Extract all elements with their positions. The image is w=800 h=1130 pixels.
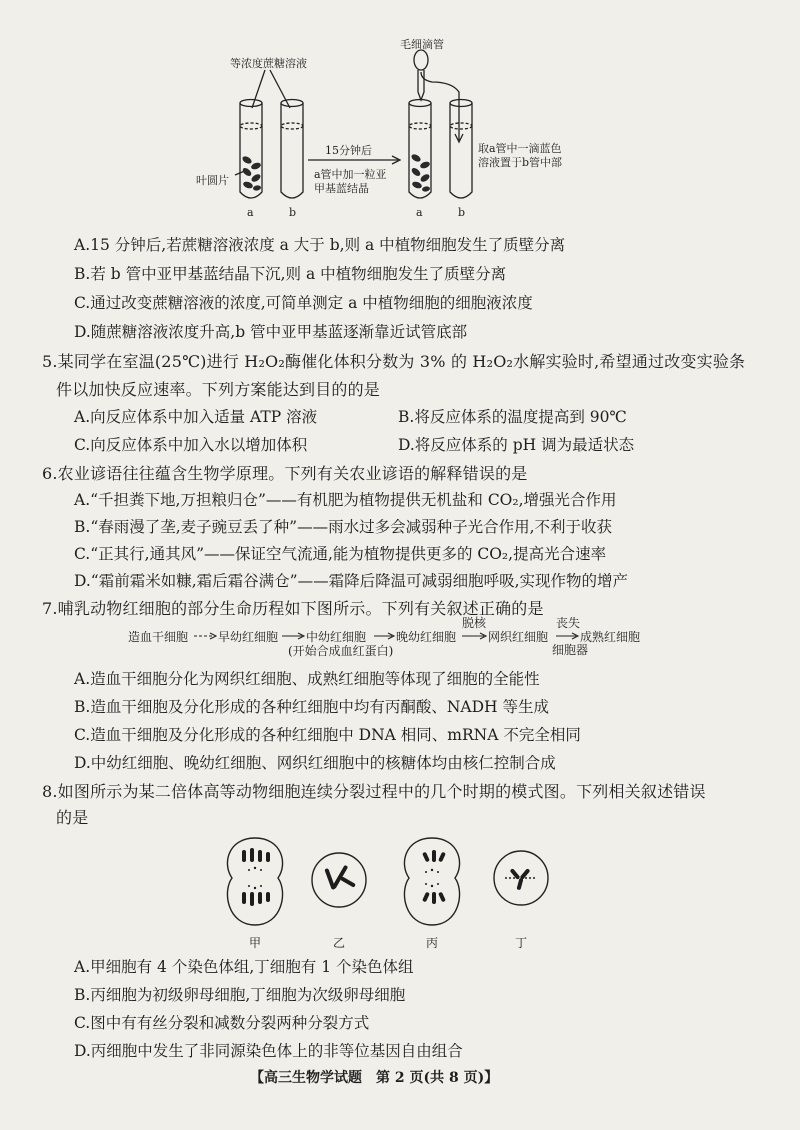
q5-option-d: D.将反应体系的 pH 调为最适状态 xyxy=(398,436,635,454)
q6-option-a: A.“千担粪下地,万担粮归仓”——有机肥为植物提供无机盐和 CO₂,增强光合作用 xyxy=(74,491,617,509)
q7-stem: 7.哺乳动物红细胞的部分生命历程如下图所示。下列有关叙述正确的是 xyxy=(42,599,544,618)
tube-label-b2: b xyxy=(458,206,466,219)
arrow-label-top: 15分钟后 xyxy=(325,144,372,157)
cell-label-ding: 丁 xyxy=(515,936,528,950)
q5-stem-line2: 件以加快反应速率。下列方案能达到目的的是 xyxy=(56,380,381,399)
q8-option-d: D.丙细胞中发生了非同源染色体上的非等位基因自由组合 xyxy=(74,1042,463,1060)
q4-option-c: C.通过改变蔗糖溶液的浓度,可简单测定 a 中植物细胞的细胞液浓度 xyxy=(74,294,533,312)
flow-over-loss: 丧失 xyxy=(556,616,581,630)
label-capillary-dropper: 毛细滴管 xyxy=(400,38,444,51)
q8-stem-line2: 的是 xyxy=(56,808,89,827)
q8-option-b: B.丙细胞为初级卵母细胞,丁细胞为次级卵母细胞 xyxy=(74,986,406,1004)
q4-option-d: D.随蔗糖溶液浓度升高,b 管中亚甲基蓝逐渐靠近试管底部 xyxy=(74,323,468,341)
cell-label-bing: 丙 xyxy=(426,936,439,950)
q8-option-a: A.甲细胞有 4 个染色体组,丁细胞有 1 个染色体组 xyxy=(74,958,414,976)
page-footer: 【高三生物学试题 第 2 页(共 8 页)】 xyxy=(250,1070,499,1086)
q5-option-c: C.向反应体系中加入水以增加体积 xyxy=(74,436,308,454)
flow-stage-mid: 中幼红细胞 xyxy=(306,630,367,644)
cell-label-jia: 甲 xyxy=(249,936,262,950)
label-sucrose-solution: 等浓度蔗糖溶液 xyxy=(230,57,307,70)
flow-stage-hsc: 造血干细胞 xyxy=(128,630,189,644)
flow-under-organelles: 细胞器 xyxy=(552,643,589,657)
q8-option-c: C.图中有有丝分裂和减数分裂两种分裂方式 xyxy=(74,1014,370,1032)
label-leaf-disc: 叶圆片 xyxy=(196,174,229,187)
arrow-label-bottom-2: 甲基蓝结晶 xyxy=(314,182,369,195)
q5-stem-line1: 5.某同学在室温(25℃)进行 H₂O₂酶催化体积分数为 3% 的 H₂O₂水解实验时,希望通过改变实验条 xyxy=(42,352,746,371)
q7-option-d: D.中幼红细胞、晚幼红细胞、网织红细胞中的核糖体均由核仁控制合成 xyxy=(74,754,556,772)
q7-option-c: C.造血干细胞及分化形成的各种红细胞中 DNA 相同、mRNA 不完全相同 xyxy=(74,726,581,744)
tube-label-a2: a xyxy=(416,206,423,219)
tube-label-b: b xyxy=(289,206,297,219)
flow-over-enucleation: 脱核 xyxy=(462,616,487,630)
q7-option-a: A.造血干细胞分化为网织红细胞、成熟红细胞等体现了细胞的全能性 xyxy=(74,670,540,688)
flow-stage-reticulocyte: 网织红细胞 xyxy=(488,630,549,644)
q7-option-b: B.造血干细胞及分化形成的各种红细胞中均有丙酮酸、NADH 等生成 xyxy=(74,698,549,716)
q8-stem-line1: 8.如图所示为某二倍体高等动物细胞连续分裂过程中的几个时期的模式图。下列相关叙述错误 xyxy=(42,782,706,801)
q6-option-d: D.“霜前霜米如糠,霜后霜谷满仓”——霜降后降温可减弱细胞呼吸,实现作物的增产 xyxy=(74,572,629,590)
q6-option-c: C.“正其行,通其风”——保证空气流通,能为植物提供更多的 CO₂,提高光合速率 xyxy=(74,545,607,563)
flow-stage-mature: 成熟红细胞 xyxy=(580,630,641,644)
side-note-1: 取a管中一滴蓝色 xyxy=(478,142,562,155)
cell-division-diagram xyxy=(0,830,800,960)
tubes-diagram xyxy=(0,0,800,230)
side-note-2: 溶液置于b管中部 xyxy=(478,156,563,169)
q4-option-a: A.15 分钟后,若蔗糖溶液浓度 a 大于 b,则 a 中植物细胞发生了质壁分离 xyxy=(74,236,566,254)
q5-option-b: B.将反应体系的温度提高到 90℃ xyxy=(398,408,627,426)
q6-option-b: B.“春雨漫了垄,麦子豌豆丢了种”——雨水过多会减弱种子光合作用,不利于收获 xyxy=(74,518,613,536)
cell-label-yi: 乙 xyxy=(333,936,346,950)
flow-note-hemoglobin: (开始合成血红蛋白) xyxy=(288,644,394,658)
q4-option-b: B.若 b 管中亚甲基蓝结晶下沉,则 a 中植物细胞发生了质壁分离 xyxy=(74,265,507,283)
arrow-label-bottom-1: a管中加一粒亚 xyxy=(314,168,387,181)
flow-stage-late: 晚幼红细胞 xyxy=(396,630,457,644)
flow-stage-early: 早幼红细胞 xyxy=(218,630,279,644)
q6-stem: 6.农业谚语往往蕴含生物学原理。下列有关农业谚语的解释错误的是 xyxy=(42,464,528,483)
q5-option-a: A.向反应体系中加入适量 ATP 溶液 xyxy=(74,408,318,426)
tube-label-a: a xyxy=(247,206,254,219)
